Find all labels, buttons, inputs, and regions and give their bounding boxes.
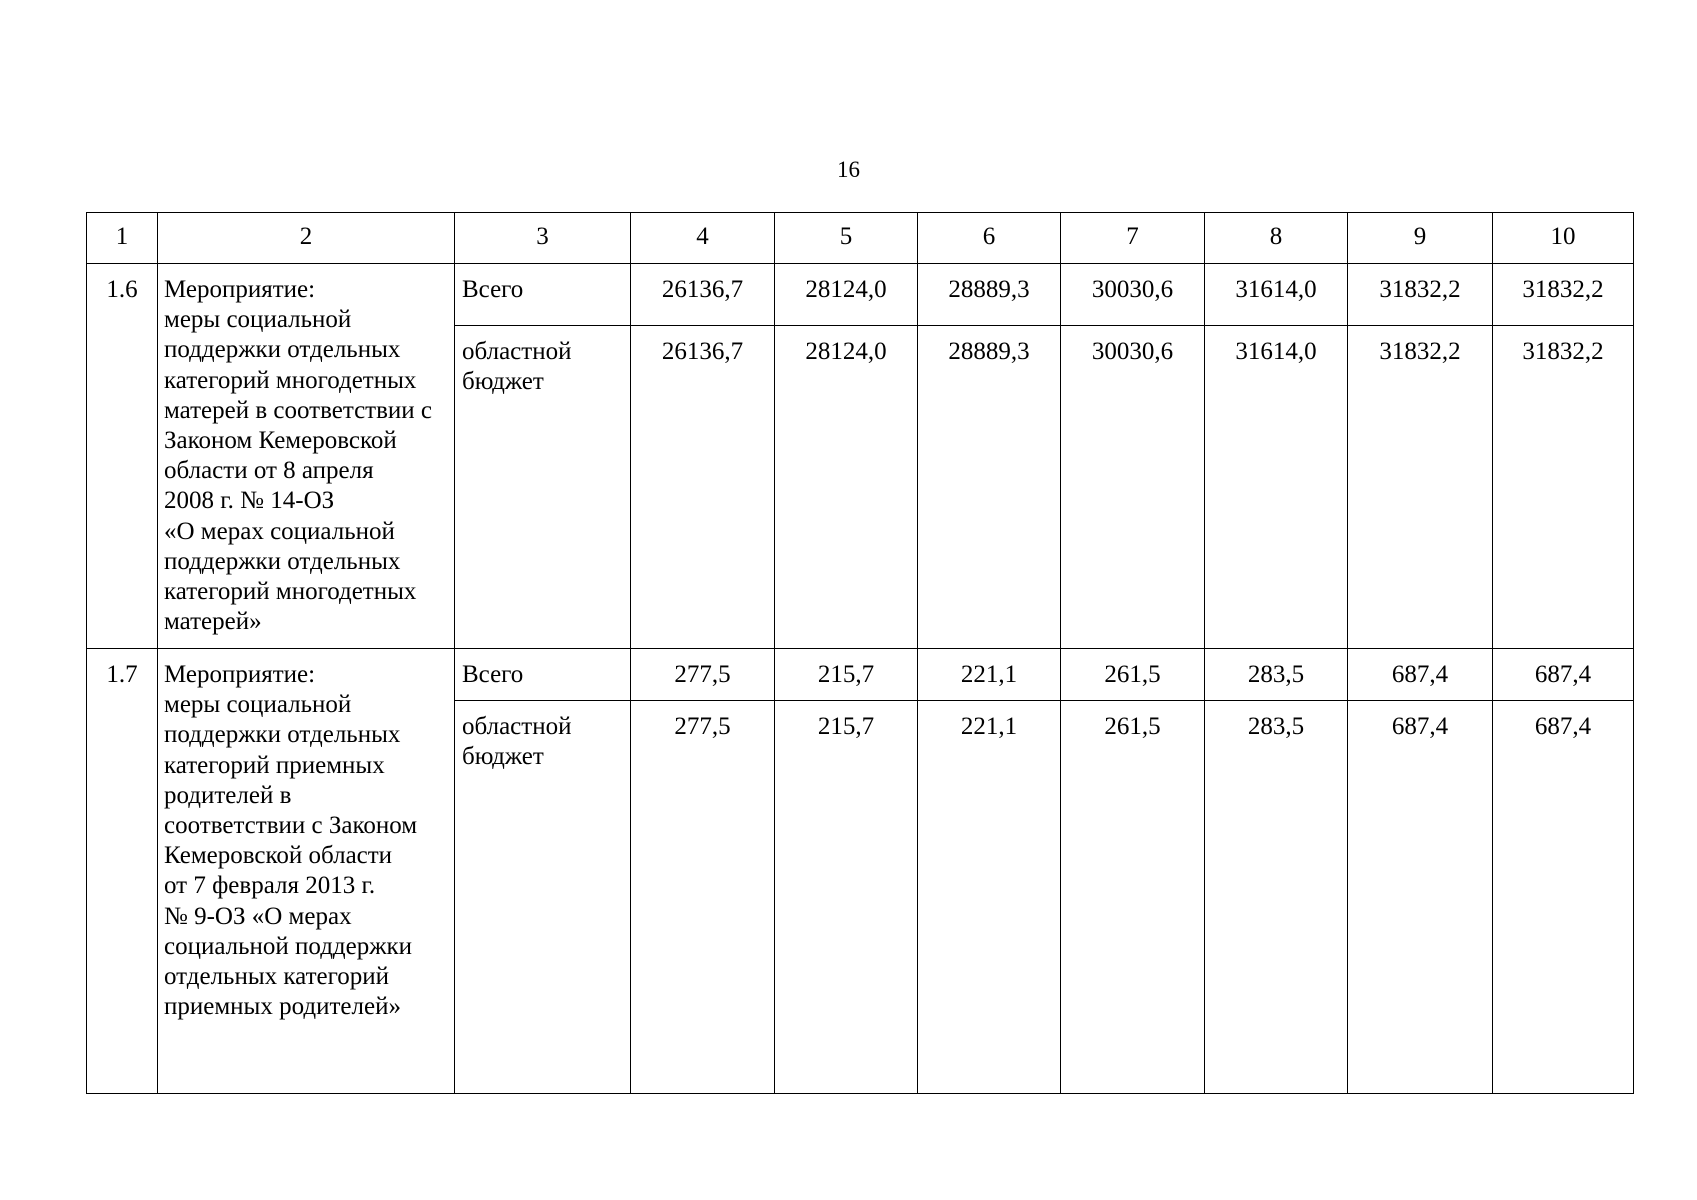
description-line: родителей в — [164, 781, 292, 809]
source-label: Всего — [462, 661, 524, 688]
description-line: Законом Кемеровской — [164, 427, 397, 455]
description-line: категорий многодетных — [164, 578, 417, 606]
page-number: 16 — [837, 157, 860, 182]
budget-table — [86, 212, 1634, 1094]
value-cell: 28124,0 — [775, 264, 918, 326]
row-number-cell: 1.6 — [87, 264, 158, 649]
description-line: отдельных категорий — [164, 963, 390, 991]
header-cell: 7 — [1061, 213, 1205, 264]
table-row — [87, 649, 1634, 701]
header-cell: 10 — [1493, 213, 1634, 264]
source-cell — [455, 701, 631, 1094]
value-cell: 26136,7 — [631, 264, 775, 326]
value-cell: 28124,0 — [775, 326, 918, 649]
source-label: областной — [462, 338, 572, 365]
value-cell: 31832,2 — [1348, 326, 1493, 649]
description-line: меры социальной — [164, 691, 352, 719]
value-cell: 31832,2 — [1348, 264, 1493, 326]
value-cell: 261,5 — [1061, 649, 1205, 701]
source-cell — [455, 326, 631, 649]
description-line: матерей» — [164, 608, 262, 636]
header-cell: 5 — [775, 213, 918, 264]
description-cell — [158, 649, 455, 1094]
source-cell — [455, 649, 631, 701]
description-line: № 9-ОЗ «О мерах — [164, 902, 352, 930]
value-cell: 28889,3 — [918, 326, 1061, 649]
header-cell: 8 — [1205, 213, 1348, 264]
description-line: категорий приемных — [164, 751, 385, 779]
value-cell: 26136,7 — [631, 326, 775, 649]
value-cell: 31614,0 — [1205, 326, 1348, 649]
header-cell: 9 — [1348, 213, 1493, 264]
row-number-cell: 1.7 — [87, 649, 158, 1094]
description-line: «О мерах социальной — [164, 517, 395, 545]
description-line: Мероприятие: — [164, 661, 316, 688]
description-line: Кемеровской области — [164, 842, 393, 870]
source-cell — [455, 264, 631, 326]
description-line: поддержки отдельных — [164, 336, 401, 364]
value-cell: 261,5 — [1061, 701, 1205, 1094]
description-line: социальной поддержки — [164, 932, 413, 960]
description-cell — [158, 264, 455, 649]
header-cell: 3 — [455, 213, 631, 264]
value-cell: 30030,6 — [1061, 326, 1205, 649]
header-cell: 4 — [631, 213, 775, 264]
value-cell: 215,7 — [775, 701, 918, 1094]
description-line: поддержки отдельных — [164, 721, 401, 749]
description-line: приемных родителей» — [164, 993, 401, 1021]
source-label: бюджет — [462, 368, 544, 396]
value-cell: 31832,2 — [1493, 264, 1634, 326]
value-cell: 277,5 — [631, 701, 775, 1094]
description-line: 2008 г. № 14-ОЗ — [164, 487, 335, 515]
header-cell: 1 — [87, 213, 158, 264]
value-cell: 687,4 — [1348, 649, 1493, 701]
source-label: областной — [462, 713, 572, 740]
description-line: категорий многодетных — [164, 366, 417, 394]
value-cell: 31832,2 — [1493, 326, 1634, 649]
value-cell: 283,5 — [1205, 649, 1348, 701]
value-cell: 277,5 — [631, 649, 775, 701]
value-cell: 687,4 — [1493, 701, 1634, 1094]
value-cell: 687,4 — [1348, 701, 1493, 1094]
description-line: меры социальной — [164, 306, 352, 334]
description-line: матерей в соответствии с — [164, 396, 433, 424]
header-cell: 2 — [158, 213, 455, 264]
value-cell: 215,7 — [775, 649, 918, 701]
description-line: от 7 февраля 2013 г. — [164, 872, 376, 900]
description-line: Мероприятие: — [164, 276, 316, 303]
description-line: области от 8 апреля — [164, 457, 374, 485]
value-cell: 30030,6 — [1061, 264, 1205, 326]
value-cell: 28889,3 — [918, 264, 1061, 326]
header-cell: 6 — [918, 213, 1061, 264]
source-label: Всего — [462, 276, 524, 303]
value-cell: 283,5 — [1205, 701, 1348, 1094]
description-line: соответствии с Законом — [164, 812, 418, 840]
value-cell: 221,1 — [918, 649, 1061, 701]
table-row — [87, 264, 1634, 326]
value-cell: 687,4 — [1493, 649, 1634, 701]
header-row — [87, 213, 1634, 264]
value-cell: 31614,0 — [1205, 264, 1348, 326]
description-line: поддержки отдельных — [164, 547, 401, 575]
value-cell: 221,1 — [918, 701, 1061, 1094]
source-label: бюджет — [462, 743, 544, 771]
